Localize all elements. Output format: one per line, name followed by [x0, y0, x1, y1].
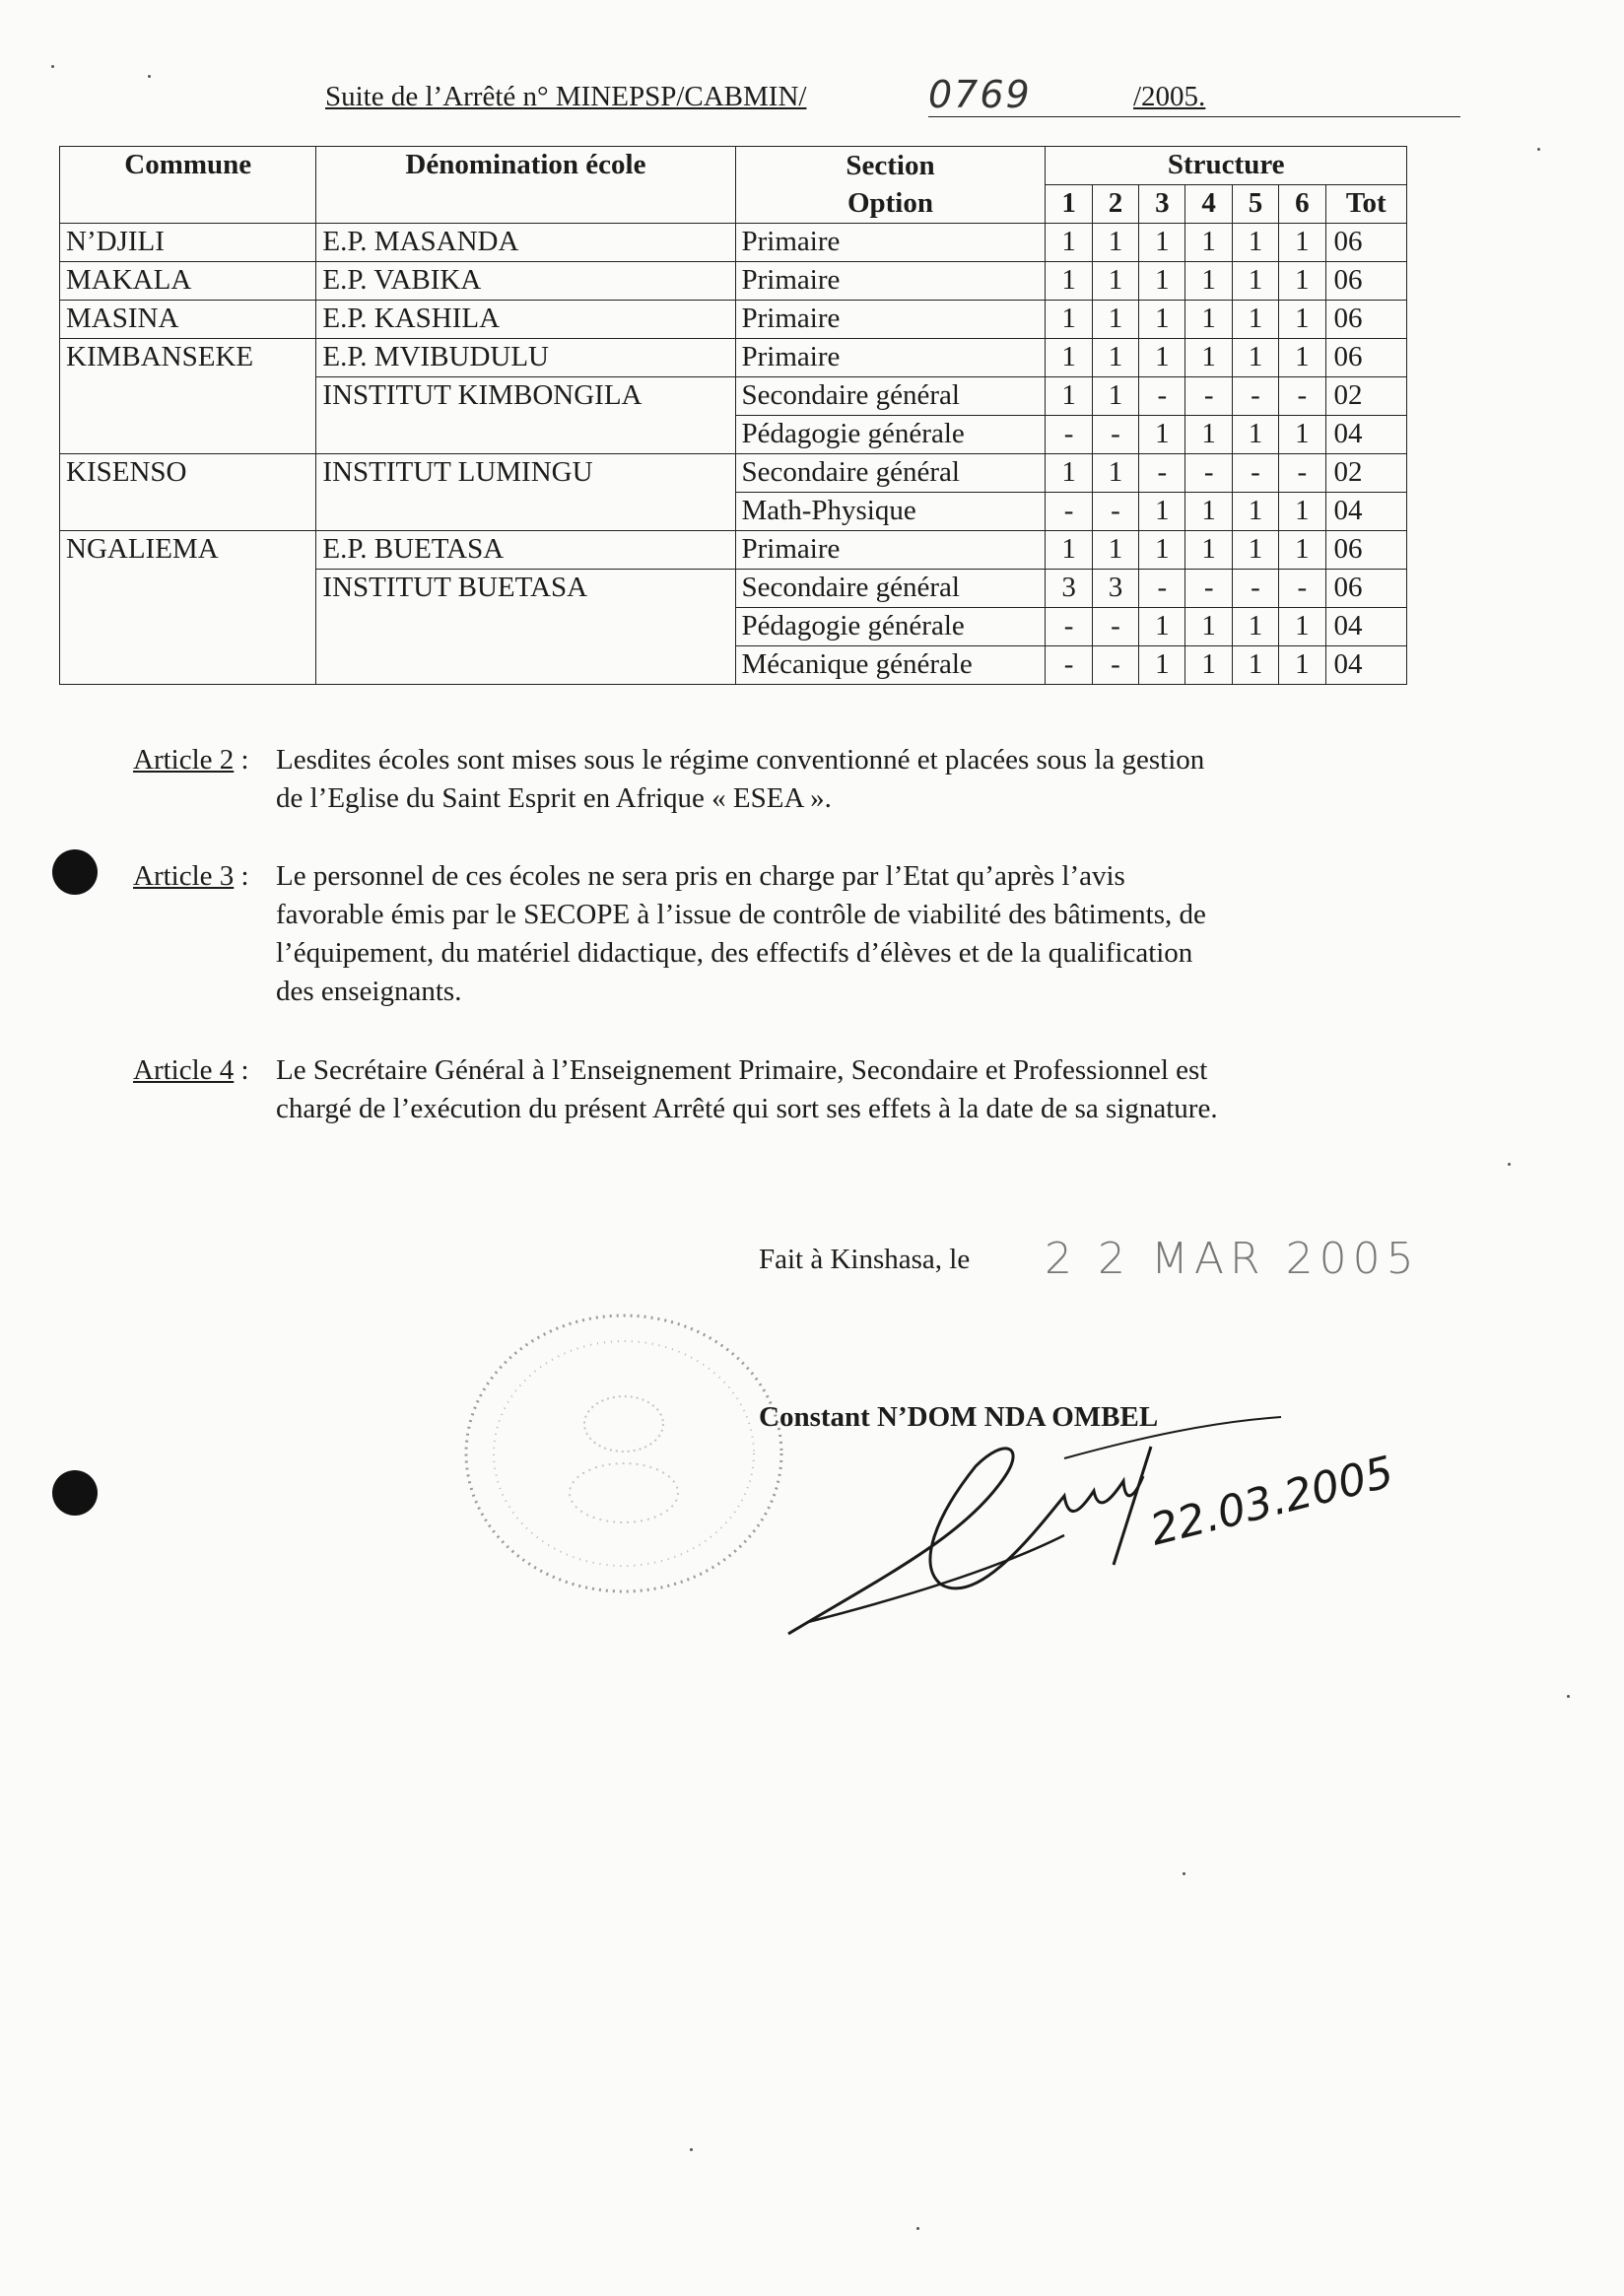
level-count-cell: -	[1279, 454, 1325, 493]
level-count-cell: 3	[1046, 570, 1092, 608]
official-seal-stamp	[451, 1306, 796, 1601]
level-count-cell: 1	[1046, 531, 1092, 570]
article-line: des enseignants.	[276, 976, 462, 1007]
level-count-cell: 1	[1279, 493, 1325, 531]
option-cell: Secondaire général	[735, 570, 1046, 608]
col-section-label: Section	[846, 150, 935, 181]
table-row	[60, 262, 1407, 301]
article-line: chargé de l’exécution du présent Arrêté qui sort ses effets à la date de sa signature.	[276, 1093, 1218, 1124]
level-count-cell: 1	[1279, 531, 1325, 570]
col-structure-header: Structure	[1046, 147, 1407, 185]
level-count-cell: 1	[1092, 262, 1138, 301]
level-count-cell: 1	[1279, 301, 1325, 339]
table-row	[60, 454, 1407, 493]
commune-cell: KISENSO	[60, 454, 316, 493]
level-count-cell: 1	[1092, 531, 1138, 570]
level-count-cell: 1	[1139, 646, 1185, 685]
commune-cell: NGALIEMA	[60, 531, 316, 570]
date-stamp: 2 2 MAR 2005	[1045, 1234, 1420, 1284]
option-cell: Pédagogie générale	[735, 416, 1046, 454]
school-cell: INSTITUT KIMBONGILA	[316, 377, 735, 416]
level-count-cell: 1	[1185, 339, 1232, 377]
school-cell: E.P. BUETASA	[316, 531, 735, 570]
level-count-cell: 1	[1185, 608, 1232, 646]
table-row	[60, 416, 1407, 454]
header-suffix: /2005.	[1133, 81, 1206, 112]
table-row	[60, 339, 1407, 377]
level-count-cell: 1	[1046, 377, 1092, 416]
place-line: Fait à Kinshasa, le	[759, 1244, 971, 1275]
level-count-cell: -	[1092, 646, 1138, 685]
total-cell: 02	[1325, 454, 1406, 493]
level-header-3: 3	[1139, 185, 1185, 224]
level-count-cell: 1	[1232, 262, 1278, 301]
level-count-cell: -	[1232, 570, 1278, 608]
level-count-cell: 1	[1139, 531, 1185, 570]
school-cell: E.P. VABIKA	[316, 262, 735, 301]
level-count-cell: -	[1185, 454, 1232, 493]
level-count-cell: 1	[1139, 493, 1185, 531]
level-header-1: 1	[1046, 185, 1092, 224]
level-count-cell: 1	[1185, 646, 1232, 685]
total-cell: 06	[1325, 570, 1406, 608]
option-cell: Pédagogie générale	[735, 608, 1046, 646]
punch-hole	[52, 1470, 98, 1516]
level-count-cell: 1	[1185, 493, 1232, 531]
level-count-cell: 1	[1139, 339, 1185, 377]
level-count-cell: 1	[1232, 608, 1278, 646]
scan-speck	[148, 75, 151, 78]
article-label: Article 2	[133, 744, 235, 776]
level-count-cell: 1	[1092, 454, 1138, 493]
level-count-cell: -	[1046, 646, 1092, 685]
level-count-cell: 1	[1232, 339, 1278, 377]
commune-cell	[60, 416, 316, 454]
level-count-cell: 1	[1232, 493, 1278, 531]
handwritten-signature	[769, 1397, 1399, 1654]
level-count-cell: 1	[1232, 646, 1278, 685]
level-count-cell: 1	[1185, 531, 1232, 570]
total-cell: 04	[1325, 608, 1406, 646]
signer-name: Constant N’DOM NDA OMBEL	[759, 1401, 1159, 1433]
level-count-cell: 1	[1185, 262, 1232, 301]
article-line: Le personnel de ces écoles ne sera pris en charge par l’Etat qu’après l’avis	[276, 860, 1125, 892]
table-row	[60, 570, 1407, 608]
commune-cell	[60, 570, 316, 608]
level-count-cell: -	[1185, 570, 1232, 608]
option-cell: Primaire	[735, 339, 1046, 377]
commune-cell: KIMBANSEKE	[60, 339, 316, 377]
article-line: favorable émis par le SECOPE à l’issue de contrôle de viabilité des bâtiments, de	[276, 899, 1206, 930]
level-count-cell: 1	[1046, 454, 1092, 493]
level-header-2: 2	[1092, 185, 1138, 224]
level-count-cell: 1	[1232, 224, 1278, 262]
total-cell: 06	[1325, 339, 1406, 377]
col-school-header: Dénomination école	[316, 147, 735, 224]
option-cell: Primaire	[735, 531, 1046, 570]
total-cell: 02	[1325, 377, 1406, 416]
option-cell: Secondaire général	[735, 454, 1046, 493]
total-cell: 04	[1325, 646, 1406, 685]
total-cell: 06	[1325, 301, 1406, 339]
level-count-cell: 1	[1185, 224, 1232, 262]
level-count-cell: 1	[1185, 301, 1232, 339]
level-header-5: 5	[1232, 185, 1278, 224]
scan-speck	[51, 65, 54, 68]
col-commune-header: Commune	[60, 147, 316, 224]
article-line: de l’Eglise du Saint Esprit en Afrique « ESEA ».	[276, 782, 832, 814]
document-header	[325, 73, 1232, 122]
level-header-6: 6	[1279, 185, 1325, 224]
table-row	[60, 301, 1407, 339]
commune-cell	[60, 646, 316, 685]
scan-speck	[1537, 148, 1540, 151]
level-count-cell: 1	[1279, 224, 1325, 262]
school-cell: INSTITUT LUMINGU	[316, 454, 735, 493]
school-cell	[316, 608, 735, 646]
level-count-cell: -	[1046, 416, 1092, 454]
article-separator: :	[234, 1054, 256, 1086]
level-count-cell: -	[1046, 493, 1092, 531]
article-3	[133, 857, 1414, 1007]
level-count-cell: 1	[1046, 262, 1092, 301]
level-count-cell: -	[1139, 454, 1185, 493]
commune-cell	[60, 608, 316, 646]
level-count-cell: 1	[1279, 339, 1325, 377]
level-count-cell: 1	[1046, 224, 1092, 262]
level-count-cell: 1	[1046, 339, 1092, 377]
header-handwritten-number: 0769	[928, 73, 1032, 116]
level-count-cell: -	[1092, 493, 1138, 531]
col-option-label: Option	[846, 187, 933, 219]
level-count-cell: 1	[1092, 339, 1138, 377]
level-count-cell: 1	[1092, 377, 1138, 416]
level-count-cell: 1	[1092, 301, 1138, 339]
level-count-cell: 1	[1139, 224, 1185, 262]
total-cell: 06	[1325, 531, 1406, 570]
option-cell: Primaire	[735, 301, 1046, 339]
article-line: Lesdites écoles sont mises sous le régime conventionné et placées sous la gestion	[276, 744, 1205, 776]
school-cell: E.P. KASHILA	[316, 301, 735, 339]
signature-date: 22.03.2005	[1145, 1447, 1399, 1556]
table-row	[60, 646, 1407, 685]
level-count-cell: 1	[1139, 416, 1185, 454]
level-count-cell: 1	[1232, 531, 1278, 570]
level-count-cell: -	[1185, 377, 1232, 416]
level-count-cell: 1	[1279, 646, 1325, 685]
level-count-cell: 1	[1232, 301, 1278, 339]
scan-speck	[1508, 1163, 1511, 1166]
commune-cell	[60, 493, 316, 531]
level-count-cell: -	[1092, 416, 1138, 454]
scan-speck	[916, 2227, 919, 2230]
level-count-cell: 1	[1279, 416, 1325, 454]
article-2	[133, 741, 1414, 814]
level-count-cell: 1	[1046, 301, 1092, 339]
level-count-cell: -	[1232, 454, 1278, 493]
commune-cell: N’DJILI	[60, 224, 316, 262]
article-separator: :	[234, 860, 256, 892]
header-prefix: Suite de l’Arrêté n° MINEPSP/CABMIN/	[325, 81, 807, 112]
option-cell: Mécanique générale	[735, 646, 1046, 685]
article-body	[276, 741, 1513, 818]
level-count-cell: 1	[1232, 416, 1278, 454]
level-count-cell: 1	[1139, 608, 1185, 646]
level-count-cell: -	[1139, 377, 1185, 416]
option-cell: Primaire	[735, 224, 1046, 262]
header-rule	[928, 116, 1460, 117]
school-cell: INSTITUT BUETASA	[316, 570, 735, 608]
level-count-cell: -	[1046, 608, 1092, 646]
level-count-cell: 1	[1279, 608, 1325, 646]
schools-table-body	[60, 224, 1407, 685]
table-row	[60, 608, 1407, 646]
commune-cell	[60, 377, 316, 416]
option-cell: Secondaire général	[735, 377, 1046, 416]
schools-table	[59, 146, 1407, 685]
table-row	[60, 531, 1407, 570]
commune-cell: MASINA	[60, 301, 316, 339]
article-line: Le Secrétaire Général à l’Enseignement Primaire, Secondaire et Professionnel est	[276, 1054, 1208, 1086]
total-cell: 04	[1325, 493, 1406, 531]
article-separator: :	[234, 744, 256, 776]
col-section-header	[735, 147, 1046, 224]
school-cell: E.P. MVIBUDULU	[316, 339, 735, 377]
level-count-cell: 1	[1279, 262, 1325, 301]
table-row	[60, 493, 1407, 531]
punch-hole	[52, 849, 98, 895]
level-header-4: 4	[1185, 185, 1232, 224]
level-count-cell: -	[1279, 377, 1325, 416]
level-count-cell: 3	[1092, 570, 1138, 608]
article-line: l’équipement, du matériel didactique, des effectifs d’élèves et de la qualification	[276, 937, 1193, 969]
school-cell	[316, 416, 735, 454]
scan-speck	[1183, 1872, 1185, 1875]
level-count-cell: -	[1232, 377, 1278, 416]
article-body	[276, 1051, 1513, 1128]
level-count-cell: 1	[1092, 224, 1138, 262]
level-count-cell: -	[1092, 608, 1138, 646]
school-cell	[316, 493, 735, 531]
level-count-cell: 1	[1185, 416, 1232, 454]
article-label: Article 4	[133, 1054, 235, 1086]
level-count-cell: -	[1139, 570, 1185, 608]
level-count-cell: -	[1279, 570, 1325, 608]
total-cell: 06	[1325, 224, 1406, 262]
article-body	[276, 857, 1513, 1011]
article-4	[133, 1051, 1414, 1124]
level-header-7: Tot	[1325, 185, 1406, 224]
option-cell: Primaire	[735, 262, 1046, 301]
scan-speck	[1567, 1695, 1570, 1698]
article-label: Article 3	[133, 860, 235, 892]
table-row	[60, 224, 1407, 262]
level-count-cell: 1	[1139, 301, 1185, 339]
commune-cell: MAKALA	[60, 262, 316, 301]
total-cell: 06	[1325, 262, 1406, 301]
school-cell: E.P. MASANDA	[316, 224, 735, 262]
level-count-cell: 1	[1139, 262, 1185, 301]
school-cell	[316, 646, 735, 685]
table-row	[60, 377, 1407, 416]
option-cell: Math-Physique	[735, 493, 1046, 531]
scan-speck	[690, 2148, 693, 2151]
total-cell: 04	[1325, 416, 1406, 454]
